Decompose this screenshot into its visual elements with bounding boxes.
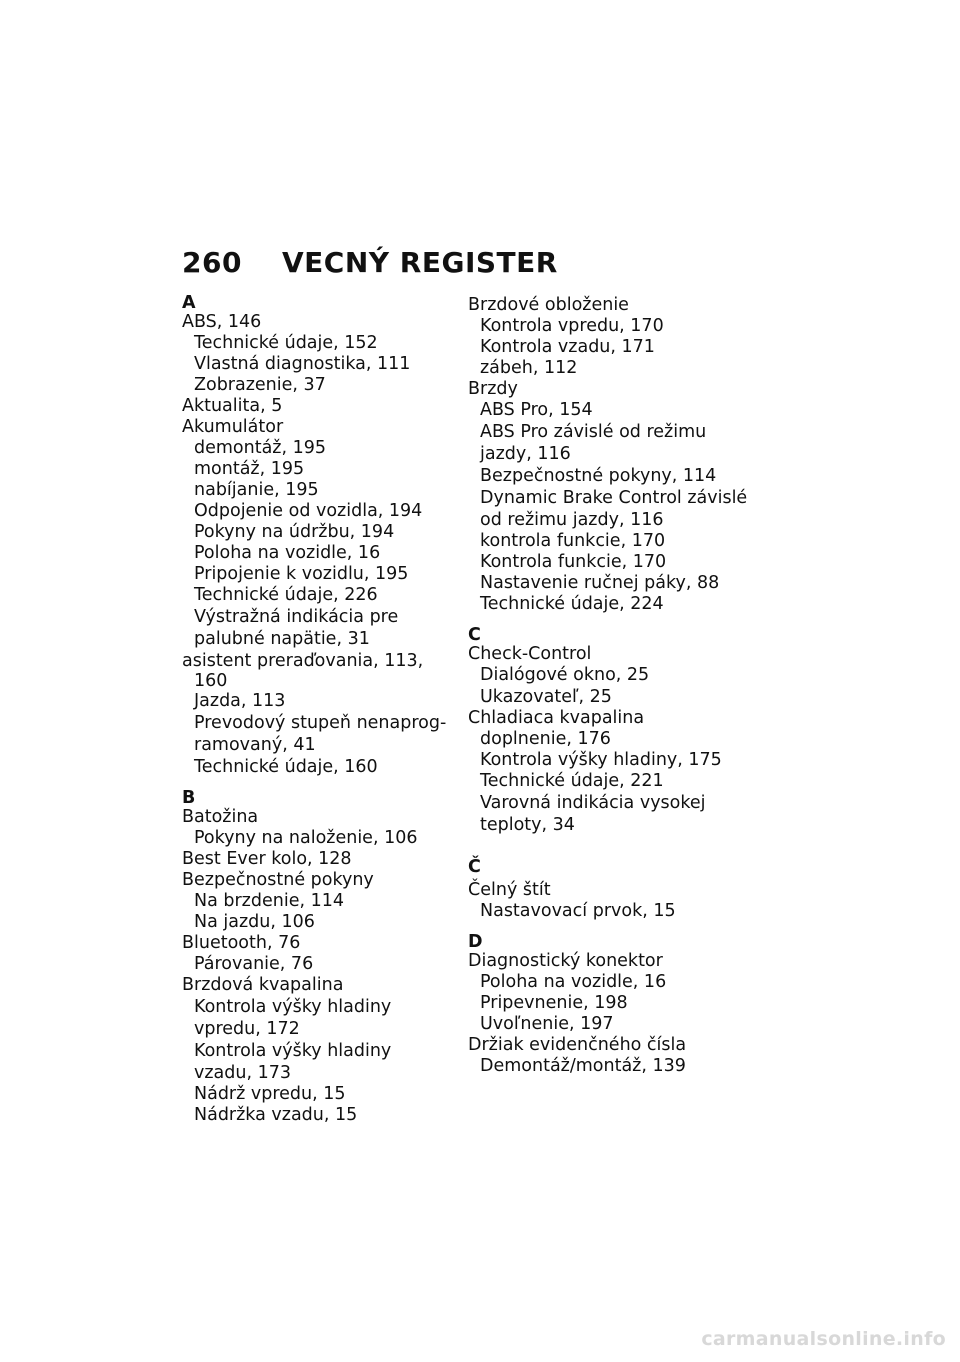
index-subentry: Kontrola výšky hladiny xyxy=(194,997,392,1017)
index-subentry: Kontrola výšky hladiny, 175 xyxy=(480,750,722,770)
index-subentry-continued: od režimu jazdy, 116 xyxy=(480,510,664,530)
index-subentry: Kontrola funkcie, 170 xyxy=(480,552,667,572)
index-entry: Bezpečnostné pokyny xyxy=(182,870,374,890)
index-subentry: montáž, 195 xyxy=(194,459,305,479)
index-subentry: ABS Pro, 154 xyxy=(480,400,593,420)
index-subentry: Nádrž vpredu, 15 xyxy=(194,1084,346,1104)
index-subentry: Dialógové okno, 25 xyxy=(480,665,650,685)
index-entry: Brzdové obloženie xyxy=(468,295,629,315)
index-subentry: Uvoľnenie, 197 xyxy=(480,1014,614,1034)
index-subentry: Jazda, 113 xyxy=(194,691,286,711)
index-subentry: Ukazovateľ, 25 xyxy=(480,687,612,707)
index-subentry: Technické údaje, 160 xyxy=(194,757,378,777)
index-entry: Akumulátor xyxy=(182,417,284,437)
index-subentry: Nastavovací prvok, 15 xyxy=(480,901,676,921)
index-entry: ABS, 146 xyxy=(182,312,262,332)
index-subentry: Výstražná indikácia pre xyxy=(194,607,399,627)
index-subentry: Kontrola výšky hladiny xyxy=(194,1041,392,1061)
index-entry-continued: 160 xyxy=(194,671,228,691)
index-subentry: Pokyny na naloženie, 106 xyxy=(194,828,418,848)
index-entry: Check-Control xyxy=(468,644,592,664)
index-subentry: Na jazdu, 106 xyxy=(194,912,315,932)
index-subentry: Poloha na vozidle, 16 xyxy=(194,543,381,563)
index-entry: Brzdová kvapalina xyxy=(182,975,344,995)
section-letter-a: A xyxy=(182,293,196,313)
index-column-right xyxy=(468,295,748,1077)
index-subentry: doplnenie, 176 xyxy=(480,729,611,749)
index-subentry: demontáž, 195 xyxy=(194,438,327,458)
index-subentry: Nastavenie ručnej páky, 88 xyxy=(480,573,720,593)
index-entry: Bluetooth, 76 xyxy=(182,933,301,953)
index-subentry: zábeh, 112 xyxy=(480,358,578,378)
index-column-left xyxy=(182,295,462,1126)
section-letter-c-caron: Č xyxy=(468,857,481,877)
index-subentry: Pokyny na údržbu, 194 xyxy=(194,522,395,542)
index-subentry: Technické údaje, 224 xyxy=(480,594,664,614)
page-number: 260 xyxy=(182,246,242,279)
index-subentry: Poloha na vozidle, 16 xyxy=(480,972,667,992)
index-entry: Best Ever kolo, 128 xyxy=(182,849,352,869)
section-letter-b: B xyxy=(182,788,196,808)
index-subentry: Párovanie, 76 xyxy=(194,954,314,974)
index-subentry: Na brzdenie, 114 xyxy=(194,891,344,911)
page-title: VECNÝ REGISTER xyxy=(282,246,558,279)
index-entry: Držiak evidenčného čísla xyxy=(468,1035,687,1055)
index-subentry-continued: ramovaný, 41 xyxy=(194,735,316,755)
index-subentry: Bezpečnostné pokyny, 114 xyxy=(480,466,717,486)
section-letter-d: D xyxy=(468,932,483,952)
index-subentry: Varovná indikácia vysokej xyxy=(480,793,706,813)
index-subentry: Pripevnenie, 198 xyxy=(480,993,628,1013)
index-subentry-continued: palubné napätie, 31 xyxy=(194,629,370,649)
index-entry: Batožina xyxy=(182,807,259,827)
index-entry: Diagnostický konektor xyxy=(468,951,663,971)
index-subentry: nabíjanie, 195 xyxy=(194,480,319,500)
index-entry: Čelný štít xyxy=(468,880,551,900)
index-subentry: Zobrazenie, 37 xyxy=(194,375,326,395)
index-subentry-continued: vzadu, 173 xyxy=(194,1063,291,1083)
index-subentry: Demontáž/montáž, 139 xyxy=(480,1056,686,1076)
index-subentry: Nádržka vzadu, 15 xyxy=(194,1105,358,1125)
watermark: carmanualsonline.info xyxy=(701,1328,946,1350)
index-subentry-continued: jazdy, 116 xyxy=(480,444,571,464)
index-subentry: ABS Pro závislé od režimu xyxy=(480,422,707,442)
page-header xyxy=(182,246,558,279)
index-subentry: Prevodový stupeň nenaprog- xyxy=(194,713,447,733)
index-subentry: Kontrola vzadu, 171 xyxy=(480,337,655,357)
index-entry: Aktualita, 5 xyxy=(182,396,283,416)
index-entry: asistent preraďovania, 113, xyxy=(182,651,424,671)
index-subentry-continued: teploty, 34 xyxy=(480,815,575,835)
index-subentry: kontrola funkcie, 170 xyxy=(480,531,666,551)
index-entry: Brzdy xyxy=(468,379,518,399)
index-entry: Chladiaca kvapalina xyxy=(468,708,645,728)
index-subentry: Kontrola vpredu, 170 xyxy=(480,316,664,336)
index-subentry: Vlastná diagnostika, 111 xyxy=(194,354,411,374)
index-subentry: Technické údaje, 226 xyxy=(194,585,378,605)
index-subentry: Dynamic Brake Control závislé xyxy=(480,488,748,508)
index-subentry: Technické údaje, 221 xyxy=(480,771,664,791)
section-letter-c: C xyxy=(468,625,481,645)
index-subentry: Odpojenie od vozidla, 194 xyxy=(194,501,423,521)
index-subentry: Pripojenie k vozidlu, 195 xyxy=(194,564,409,584)
index-subentry: Technické údaje, 152 xyxy=(194,333,378,353)
index-subentry-continued: vpredu, 172 xyxy=(194,1019,300,1039)
